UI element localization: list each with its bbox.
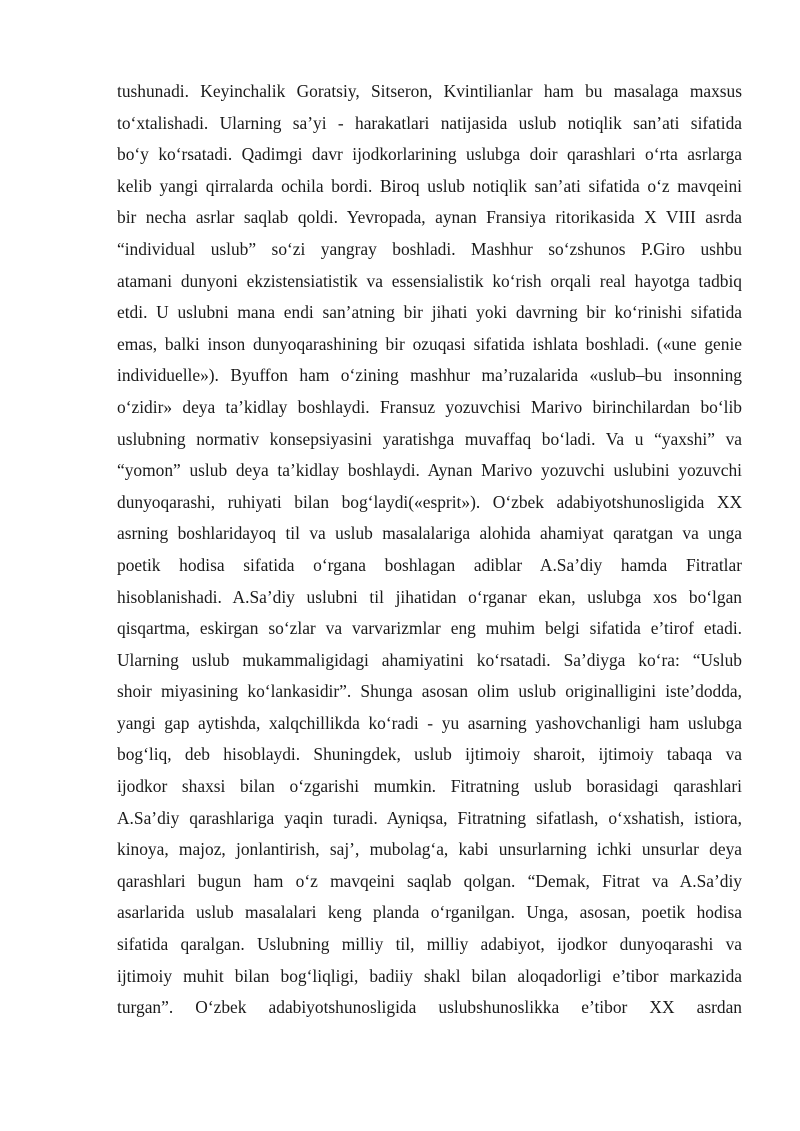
text-line: “yomon” uslub deya ta’kidlay boshlaydi. Aynan Marivo yozuvchi uslubini yozuvchi (117, 460, 742, 481)
text-line: “individual uslub” so‘zi yangray boshladi. Mashhur so‘zshunos P.Giro ushbu (117, 238, 742, 259)
text-line: asarlarida uslub masalalari keng planda o‘rganilgan. Unga, asosan, poetik hodisa (117, 902, 742, 923)
text-line: qarashlari bugun ham o‘z mavqeini saqlab qolgan. “Demak, Fitrat va A.Sa’diy (117, 870, 742, 891)
text-line: kinoya, majoz, jonlantirish, saj’, mubolag‘a, kabi unsurlarning ichki unsurlar deya (117, 839, 742, 860)
body-text (117, 76, 742, 1024)
text-line: poetik hodisa sifatida o‘rgana boshlagan adiblar A.Sa’diy hamda Fitratlar (117, 554, 742, 575)
text-line: etdi. U uslubni mana endi san’atning bir jihati yoki davrning bir ko‘rinishi sifatida (117, 302, 742, 323)
text-line: dunyoqarashi, ruhiyati bilan bog‘laydi(«esprit»). O‘zbek adabiyotshunosligida XX (117, 491, 742, 512)
text-line: atamani dunyoni ekzistensiatistik va essensialistik ko‘rish orqali real hayotga tadbiq (117, 270, 742, 291)
text-line: qisqartma, eskirgan so‘zlar va varvarizmlar eng muhim belgi sifatida e’tirof etadi. (117, 618, 742, 639)
text-line: turgan”. O‘zbek adabiyotshunosligida uslubshunoslikka e’tibor XX asrdan (117, 997, 742, 1018)
text-line: tushunadi. Keyinchalik Goratsiy, Sitseron, Kvintilianlar ham bu masalaga maxsus (117, 81, 742, 101)
text-line: Ularning uslub mukammaligidagi ahamiyatini ko‘rsatadi. Sa’diyga ko‘ra: “Uslub (117, 649, 742, 670)
text-line: kelib yangi qirralarda ochila bordi. Biroq uslub notiqlik san’ati sifatida o‘z mavqeini (117, 175, 742, 196)
text-line: yangi gap aytishda, xalqchillikda ko‘radi - yu asarning yashovchanligi ham uslubga (117, 712, 742, 733)
text-line: ijodkor shaxsi bilan o‘zgarishi mumkin. Fitratning uslub borasidagi qarashlari (117, 776, 742, 797)
text-line: bo‘y ko‘rsatadi. Qadimgi davr ijodkorlarining uslubga doir qarashlari o‘rta asrlarga (117, 144, 742, 165)
text-line: bir necha asrlar saqlab qoldi. Yevropada, aynan Fransiya ritorikasida X VIII asrda (117, 207, 742, 228)
text-line: shoir miyasining ko‘lankasidir”. Shunga asosan olim uslub originalligini iste’dodda, (117, 681, 742, 702)
text-line: uslubning normativ konsepsiyasini yaratishga muvaffaq bo‘ladi. Va u “yaxshi” va (117, 428, 742, 449)
text-line: individuelle»). Byuffon ham o‘zining mashhur ma’ruzalarida «uslub–bu insonning (117, 365, 742, 386)
text-line: o‘zidir» deya ta’kidlay boshlaydi. Fransuz yozuvchisi Marivo birinchilardan bo‘lib (117, 396, 742, 417)
text-line: hisoblanishadi. A.Sa’diy uslubni til jihatidan o‘rganar ekan, uslubga xos bo‘lgan (117, 586, 742, 607)
text-line: asrning boshlaridayoq til va uslub masalalariga alohida ahamiyat qaratgan va unga (117, 523, 742, 544)
text-line: to‘xtalishadi. Ularning sa’yi - harakatlari natijasida uslub notiqlik san’ati sifatida (117, 112, 742, 133)
text-line: bog‘liq, deb hisoblaydi. Shuningdek, uslub ijtimoiy sharoit, ijtimoiy tabaqa va (117, 744, 742, 765)
text-line: sifatida qaralgan. Uslubning milliy til, milliy adabiyot, ijodkor dunyoqarashi va (117, 934, 742, 955)
text-line: ijtimoiy muhit bilan bog‘liqligi, badiiy shakl bilan aloqadorligi e’tibor markazida (117, 965, 742, 986)
text-line: emas, balki inson dunyoqarashining bir ozuqasi sifatida ishlata boshladi. («une genie (117, 333, 742, 354)
text-line: A.Sa’diy qarashlariga yaqin turadi. Ayniqsa, Fitratning sifatlash, o‘xshatish, istiora, (117, 807, 742, 828)
